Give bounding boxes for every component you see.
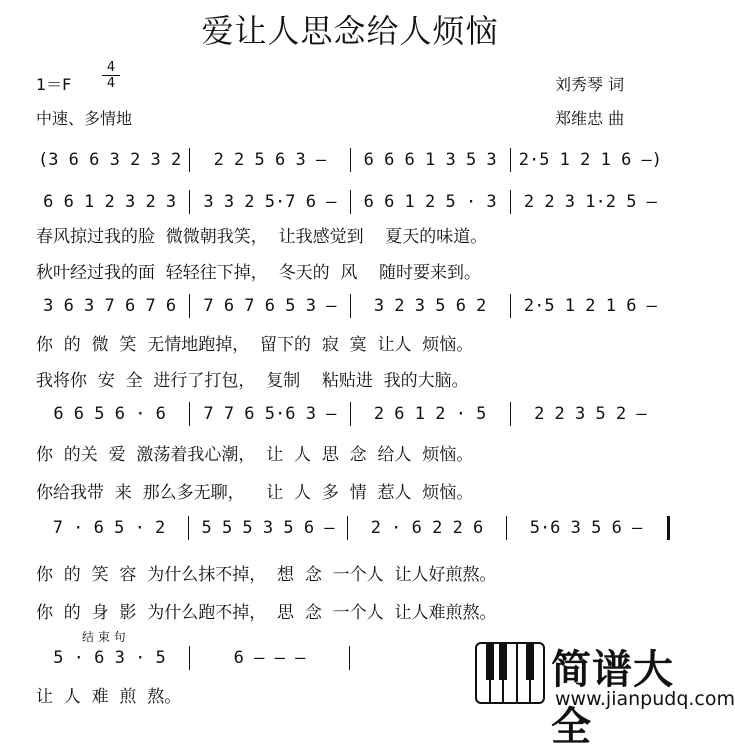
measure: 2 2 5 6 3 — (213, 150, 327, 170)
measure: 2·5 1 2 1 6 — (523, 296, 657, 316)
notation-line-4 (30, 402, 670, 426)
measure: 6 6 6 1 3 5 3 (363, 150, 497, 170)
lyricist: 刘秀琴 词 (555, 75, 625, 94)
measure: (3 6 6 3 2 3 2 (37, 150, 182, 170)
measure: 6 6 1 2 5 · 3 (363, 192, 497, 212)
notation-line-5 (30, 516, 670, 540)
measure: 5 5 5 3 5 6 — (201, 518, 335, 538)
time-signature-bottom: 4 (106, 76, 116, 91)
measure: 3 6 3 7 6 7 6 (43, 296, 177, 316)
lyric-line: 秋叶经过我的面 轻轻往下掉， 冬天的 风 随时要来到。 (36, 263, 482, 283)
measure: 2 2 3 1·2 5 — (523, 192, 657, 212)
notation-line-2 (30, 190, 670, 214)
lyric-line: 让 人 难 煎 熬。 (36, 687, 182, 707)
piano-keys-icon (475, 642, 545, 704)
notation-line-6 (30, 646, 350, 670)
notation-line-3 (30, 294, 670, 318)
measure: 6 6 5 6 · 6 (53, 404, 166, 424)
measure: 3 2 3 5 6 2 (373, 296, 487, 316)
notation-line-1 (30, 148, 670, 172)
key-signature: 1＝F (36, 75, 72, 94)
logo-site-text: www.jianpudq.com (555, 688, 735, 710)
lyric-line: 你给我带 来 那么多无聊， 让 人 多 情 惹人 烦恼。 (36, 483, 474, 503)
song-title: 爱让人思念给人烦恼 (201, 12, 499, 50)
measure: 6 — — — (233, 648, 306, 668)
lyric-line: 你 的 笑 容 为什么抹不掉， 想 念 一个人 让人好煎熬。 (36, 565, 497, 585)
measure: 5·6 3 5 6 — (529, 518, 643, 538)
measure: 6 6 1 2 3 2 3 (43, 192, 177, 212)
measure: 7 · 6 5 · 2 (52, 518, 166, 538)
lyric-line: 你 的 身 影 为什么跑不掉， 思 念 一个人 让人难煎熬。 (36, 603, 497, 623)
measure: 2 6 1 2 · 5 (373, 404, 487, 424)
time-signature-top: 4 (106, 60, 116, 75)
lyric-line: 你 的关 爱 激荡着我心潮， 让 人 思 念 给人 烦恼。 (36, 445, 474, 465)
measure: 3 3 2 5·7 6 — (203, 192, 337, 212)
site-logo (475, 636, 735, 750)
ending-phrase-label: 结 束 句 (82, 630, 126, 644)
lyric-line: 我将你 安 全 进行了打包， 复制 粘贴进 我的大脑。 (36, 371, 469, 391)
measure: 7 6 7 6 5 3 — (203, 296, 337, 316)
measure: 2·5 1 2 1 6 —) (518, 150, 663, 170)
measure: 5 · 6 3 · 5 (53, 648, 166, 668)
logo-brand-text: 简谱大全 (551, 647, 674, 750)
lyric-line: 你 的 微 笑 无情地跑掉， 留下的 寂 寞 让人 烦恼。 (36, 335, 474, 355)
lyric-line: 春风掠过我的脸 微微朝我笑， 让我感觉到 夏天的味道。 (36, 227, 488, 247)
tempo-marking: 中速、多情地 (36, 109, 133, 128)
time-signature (102, 60, 120, 91)
measure: 2 2 3 5 2 — (534, 404, 647, 424)
measure: 2 · 6 2 2 6 (370, 518, 484, 538)
composer: 郑维忠 曲 (555, 109, 625, 128)
measure: 7 7 6 5·6 3 — (203, 404, 337, 424)
